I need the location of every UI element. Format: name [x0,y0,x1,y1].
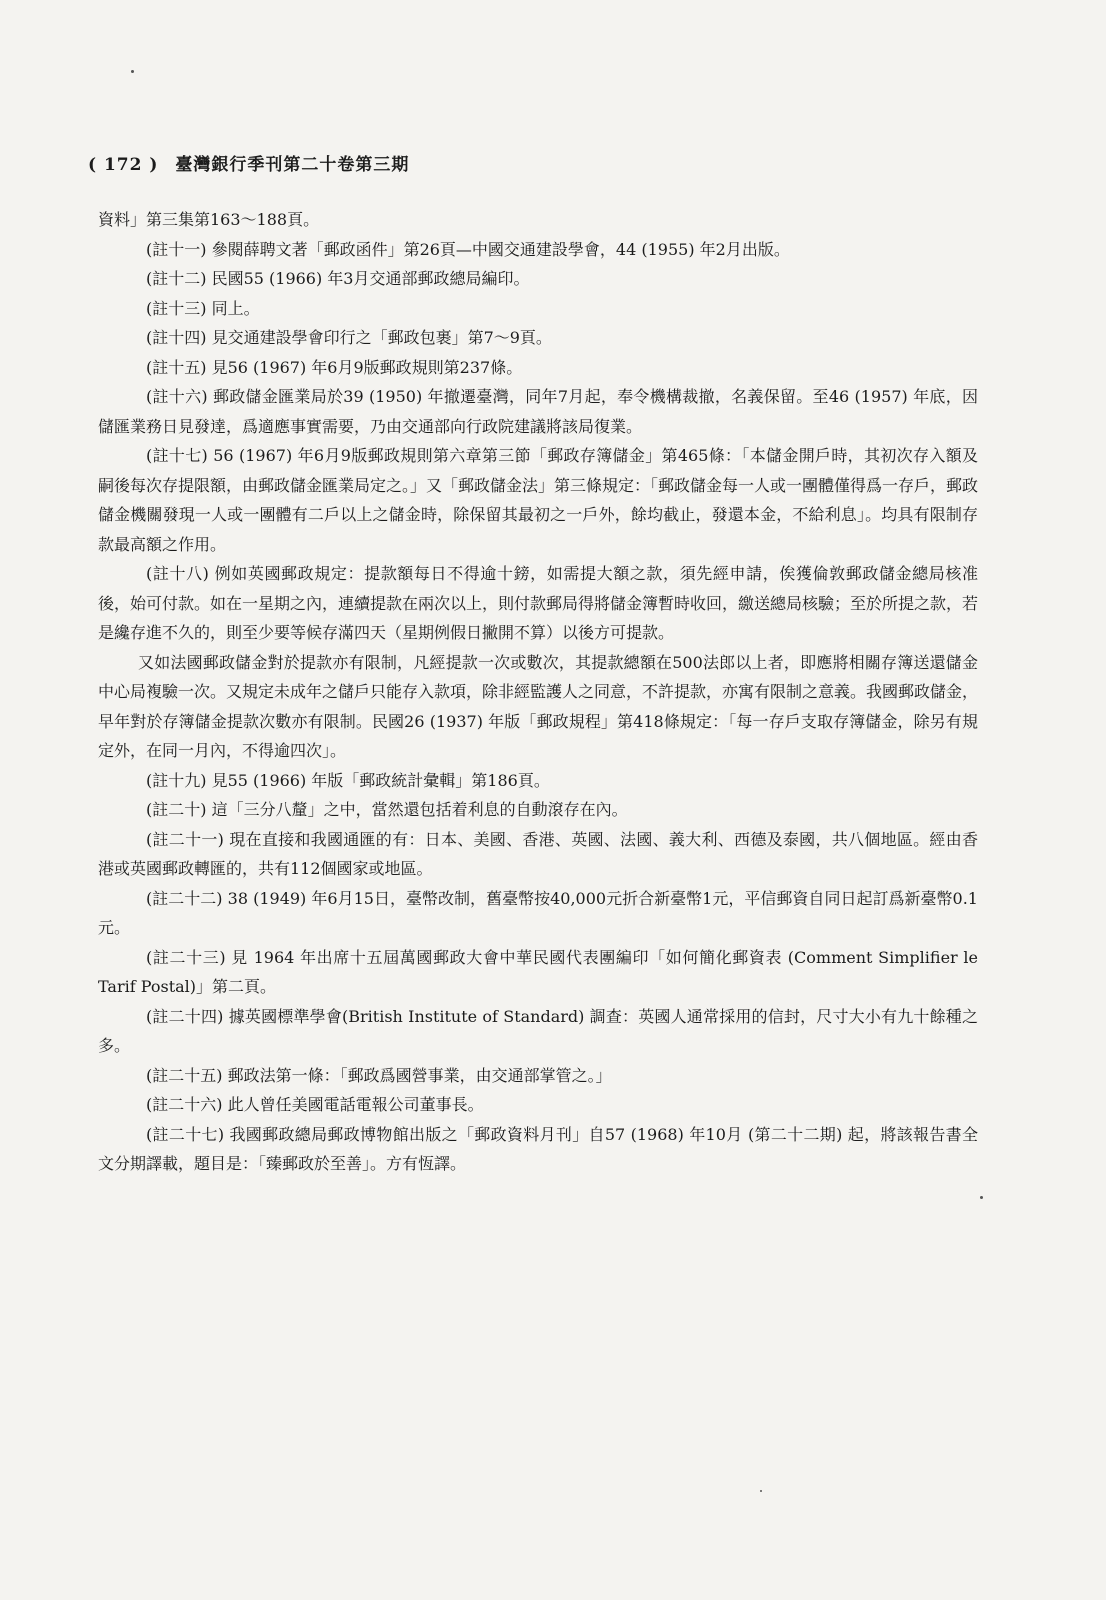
footnote-continuation: 資料」第三集第163～188頁。 [98,210,320,229]
journal-title: 臺灣銀行季刊第二十卷第三期 [175,155,410,175]
footnote-22: (註二十二) 38 (1949) 年6月15日，臺幣改制，舊臺幣按40,000元折合新臺幣1元，平信郵資自同日起訂爲新臺幣0.1元。 [98,888,978,937]
footnote-19: (註十九) 見55 (1966) 年版「郵政統計彙輯」第186頁。 [146,770,550,790]
footnote-26: (註二十六) 此人曾任美國電話電報公司董事長。 [146,1095,484,1114]
page-header [88,150,409,175]
footnote-24: (註二十四) 據英國標準學會(British Institute of Standard) 調查：英國人通常採用的信封，尺寸大小有九十餘種之多。 [98,1006,978,1055]
footnote-12: (註十二) 民國55 (1966) 年3月交通部郵政總局編印。 [146,269,530,288]
scan-speck [760,1490,762,1492]
footnote-11: (註十一) 參閱薛聘文著「郵政函件」第26頁—中國交通建設學會，44 (1955) 年2月出版。 [146,239,790,259]
footnote-14: (註十四) 見交通建設學會印行之「郵政包裹」第7～9頁。 [146,328,552,347]
footnotes [98,205,978,1179]
footnote-23: (註二十三) 見 1964 年出席十五屆萬國郵政大會中華民國代表團編印「如何簡化郵資表 (Comment Simplifier le Tarif Postal)」第二頁。 [98,947,978,996]
footnote-18: (註十八) 例如英國郵政規定：提款額每日不得逾十鎊，如需提大額之款，須先經申請，俟獲倫敦郵政儲金總局核准後，始可付款。如在一星期之內，連續提款在兩次以上，則付款郵局得將儲金簿暫時收回，繳送總局核驗；至於所提之款，若是纔存進不久的，則至少要等候存滿四天（星期例假日撇開不算）以後方可提款。 [98,564,979,642]
footnote-20: (註二十) 這「三分八釐」之中，當然還包括着利息的自動滾存在內。 [146,800,628,819]
footnote-16: (註十六) 郵政儲金匯業局於39 (1950) 年撤遷臺灣，同年7月起，奉令機構裁撤，名義保留。至46 (1957) 年底，因儲匯業務日見發達，爲適應事實需要，乃由交通部向行政院建議將該局復業。 [98,387,978,436]
scan-speck [980,1196,983,1199]
footnote-25: (註二十五) 郵政法第一條：「郵政爲國營事業，由交通部掌管之。」 [146,1065,612,1085]
page-number: ( 172 ) [88,155,159,175]
footnote-27: (註二十七) 我國郵政總局郵政博物館出版之「郵政資料月刊」自57 (1968) 年10月 (第二十二期) 起，將該報告書全文分期譯載，題目是：「臻郵政於至善」。方有恆譯。 [98,1124,978,1173]
footnote-15: (註十五) 見56 (1967) 年6月9版郵政規則第237條。 [146,357,523,377]
footnote-21: (註二十一) 現在直接和我國通匯的有：日本、美國、香港、英國、法國、義大利、西德及泰國，共八個地區。經由香港或英國郵政轉匯的，共有112個國家或地區。 [98,829,978,878]
footnote-13: (註十三) 同上。 [146,298,260,318]
footnote-18-continued: 又如法國郵政儲金對於提款亦有限制，凡經提款一次或數次，其提款總額在500法郎以上者，即應將相關存簿送還儲金中心局複驗一次。又規定未成年之儲戶只能存入款項，除非經監護人之同意，不許提款，亦寓有限制之意義。我國郵政儲金，早年對於存簿儲金提款次數亦有限制。民國26 (1937) 年版「郵政規程」第418條規定：「每一存戶支取存簿儲金，除另有規定外，在同一月內，不得逾四次」。 [98,652,979,760]
footnote-17: (註十七) 56 (1967) 年6月9版郵政規則第六章第三節「郵政存簿儲金」第465條：「本儲金開戶時，其初次存入額及嗣後每次存提限額，由郵政儲金匯業局定之。」又「郵政儲金法」第三條規定：「郵政儲金每一人或一團體僅得爲一存戶，郵政儲金機關發現一人或一團體有二戶以上之儲金時，除保留其最初之一戶外，餘均截止，發還本金，不給利息」。均具有限制存款最高額之作用。 [98,446,979,554]
scan-speck [131,70,134,73]
